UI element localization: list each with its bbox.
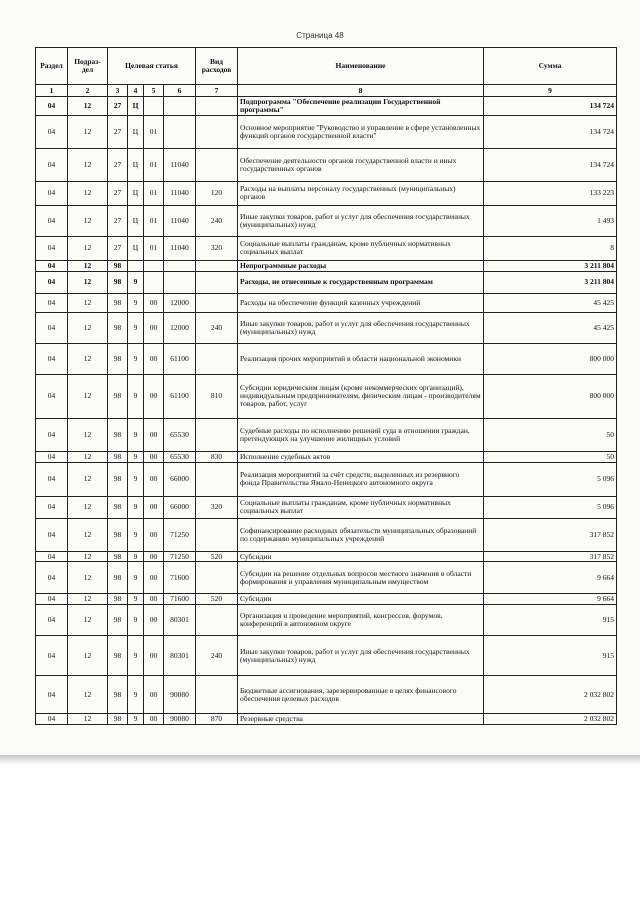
- header-summa: Сумма: [484, 48, 617, 85]
- cell-razdel: 04: [36, 562, 68, 594]
- cell-razdel: 04: [36, 236, 68, 260]
- cell-podrazdel: 12: [68, 676, 108, 714]
- column-number: 3: [108, 85, 128, 97]
- column-number: 5: [144, 85, 164, 97]
- cell-vid-rashodov: [196, 518, 238, 551]
- cell-celevaya-3: 01: [144, 205, 164, 236]
- cell-summa: 9 664: [484, 594, 617, 605]
- cell-podrazdel: 12: [68, 496, 108, 518]
- cell-celevaya-4: 80301: [164, 605, 196, 636]
- header-celevaya-statya: Целевая статья: [108, 48, 196, 85]
- cell-celevaya-3: 00: [144, 551, 164, 562]
- cell-celevaya-1: 98: [108, 594, 128, 605]
- cell-celevaya-1: 98: [108, 518, 128, 551]
- cell-celevaya-4: 90080: [164, 714, 196, 725]
- cell-naimenovanie: Иные закупки товаров, работ и услуг для обеспечения государственных (муниципальных) нужд: [238, 205, 484, 236]
- cell-naimenovanie: Обеспечение деятельности органов государственной власти и иных государственных органов: [238, 148, 484, 181]
- cell-celevaya-3: [144, 271, 164, 293]
- cell-naimenovanie: Организация и проведение мероприятий, конгрессов, форумов, конференций в автономном округе: [238, 605, 484, 636]
- cell-razdel: 04: [36, 148, 68, 181]
- table-row: [36, 148, 617, 181]
- cell-celevaya-4: 12000: [164, 312, 196, 343]
- table-row: [36, 518, 617, 551]
- cell-celevaya-2: Ц: [128, 148, 144, 181]
- cell-podrazdel: 12: [68, 205, 108, 236]
- cell-summa: 800 000: [484, 343, 617, 374]
- cell-razdel: 04: [36, 97, 68, 116]
- cell-celevaya-3: 00: [144, 496, 164, 518]
- cell-celevaya-4: 66000: [164, 496, 196, 518]
- header-naimenovanie: Наименование: [238, 48, 484, 85]
- cell-celevaya-1: 98: [108, 562, 128, 594]
- cell-naimenovanie: Субсидии юридическим лицам (кроме некоммерческих организаций), индивидуальным предпринимателям, физическим лицам - производителям товаров, работ, услуг: [238, 374, 484, 418]
- cell-razdel: 04: [36, 605, 68, 636]
- table-header-row: [36, 48, 617, 85]
- cell-celevaya-2: Ц: [128, 181, 144, 205]
- cell-podrazdel: 12: [68, 451, 108, 462]
- cell-naimenovanie: Социальные выплаты гражданам, кроме публичных нормативных социальных выплат: [238, 236, 484, 260]
- cell-naimenovanie: Субсидии на решение отдельных вопросов местного значения в области формирования и управления муниципальным имуществом: [238, 562, 484, 594]
- table-row: [36, 562, 617, 594]
- cell-razdel: 04: [36, 636, 68, 676]
- cell-vid-rashodov: 240: [196, 636, 238, 676]
- cell-celevaya-1: 27: [108, 148, 128, 181]
- table-body: [36, 97, 617, 725]
- cell-summa: 800 000: [484, 374, 617, 418]
- cell-vid-rashodov: 120: [196, 181, 238, 205]
- cell-celevaya-4: 61100: [164, 374, 196, 418]
- cell-celevaya-3: 00: [144, 605, 164, 636]
- cell-celevaya-2: Ц: [128, 205, 144, 236]
- cell-naimenovanie: Иные закупки товаров, работ и услуг для обеспечения государственных (муниципальных) нужд: [238, 312, 484, 343]
- cell-celevaya-1: 98: [108, 260, 128, 271]
- cell-razdel: 04: [36, 271, 68, 293]
- cell-summa: 3 211 804: [484, 260, 617, 271]
- cell-vid-rashodov: [196, 115, 238, 148]
- table-row: [36, 293, 617, 312]
- cell-podrazdel: 12: [68, 518, 108, 551]
- cell-vid-rashodov: [196, 462, 238, 496]
- cell-razdel: 04: [36, 260, 68, 271]
- column-number: 7: [196, 85, 238, 97]
- table-row: [36, 236, 617, 260]
- cell-celevaya-3: 00: [144, 418, 164, 451]
- cell-celevaya-3: 00: [144, 343, 164, 374]
- cell-summa: 45 425: [484, 293, 617, 312]
- table-row: [36, 551, 617, 562]
- header-vid-rashodov: Вид расходов: [196, 48, 238, 85]
- cell-celevaya-2: 9: [128, 594, 144, 605]
- cell-summa: 2 032 802: [484, 714, 617, 725]
- cell-celevaya-2: 9: [128, 374, 144, 418]
- cell-celevaya-4: 65530: [164, 418, 196, 451]
- cell-celevaya-1: 98: [108, 676, 128, 714]
- cell-summa: 1 493: [484, 205, 617, 236]
- cell-celevaya-2: 9: [128, 418, 144, 451]
- cell-naimenovanie: Резервные средства: [238, 714, 484, 725]
- cell-podrazdel: 12: [68, 148, 108, 181]
- cell-summa: 2 032 802: [484, 676, 617, 714]
- cell-summa: 5 096: [484, 496, 617, 518]
- cell-celevaya-4: 71600: [164, 594, 196, 605]
- cell-celevaya-2: Ц: [128, 236, 144, 260]
- cell-razdel: 04: [36, 343, 68, 374]
- cell-podrazdel: 12: [68, 312, 108, 343]
- cell-summa: 134 724: [484, 148, 617, 181]
- cell-summa: 8: [484, 236, 617, 260]
- column-number: 2: [68, 85, 108, 97]
- cell-podrazdel: 12: [68, 260, 108, 271]
- cell-celevaya-1: 27: [108, 115, 128, 148]
- cell-podrazdel: 12: [68, 374, 108, 418]
- cell-vid-rashodov: 830: [196, 451, 238, 462]
- table-row: [36, 260, 617, 271]
- cell-celevaya-3: 00: [144, 518, 164, 551]
- cell-celevaya-2: 9: [128, 551, 144, 562]
- table-row: [36, 97, 617, 116]
- column-number: 6: [164, 85, 196, 97]
- cell-celevaya-3: [144, 260, 164, 271]
- cell-celevaya-2: 9: [128, 271, 144, 293]
- cell-summa: 5 096: [484, 462, 617, 496]
- cell-summa: 50: [484, 418, 617, 451]
- cell-podrazdel: 12: [68, 551, 108, 562]
- cell-celevaya-3: 00: [144, 293, 164, 312]
- table-row: [36, 636, 617, 676]
- cell-naimenovanie: Субсидии: [238, 594, 484, 605]
- cell-celevaya-2: 9: [128, 293, 144, 312]
- cell-razdel: 04: [36, 451, 68, 462]
- cell-celevaya-1: 27: [108, 97, 128, 116]
- cell-vid-rashodov: 240: [196, 205, 238, 236]
- cell-naimenovanie: Субсидии: [238, 551, 484, 562]
- cell-celevaya-2: Ц: [128, 97, 144, 116]
- table-row: [36, 594, 617, 605]
- cell-celevaya-2: 9: [128, 312, 144, 343]
- cell-vid-rashodov: [196, 260, 238, 271]
- table-row: [36, 374, 617, 418]
- cell-podrazdel: 12: [68, 418, 108, 451]
- table-row: [36, 205, 617, 236]
- cell-vid-rashodov: 320: [196, 236, 238, 260]
- cell-celevaya-4: [164, 260, 196, 271]
- cell-celevaya-4: 71600: [164, 562, 196, 594]
- cell-naimenovanie: Реализация мероприятий за счёт средств, выделенных из резервного фонда Правительства Ямало-Ненецкого автономного округа: [238, 462, 484, 496]
- table-row: [36, 462, 617, 496]
- cell-celevaya-4: 71250: [164, 551, 196, 562]
- cell-celevaya-3: 00: [144, 676, 164, 714]
- cell-celevaya-2: 9: [128, 636, 144, 676]
- cell-naimenovanie: Расходы, не отнесенные к государственным программам: [238, 271, 484, 293]
- table-row: [36, 312, 617, 343]
- table-row: [36, 418, 617, 451]
- cell-razdel: 04: [36, 312, 68, 343]
- cell-razdel: 04: [36, 418, 68, 451]
- cell-podrazdel: 12: [68, 271, 108, 293]
- cell-razdel: 04: [36, 115, 68, 148]
- page-number-label: Страница 48: [296, 31, 344, 40]
- cell-vid-rashodov: 810: [196, 374, 238, 418]
- cell-celevaya-4: [164, 115, 196, 148]
- cell-celevaya-3: 01: [144, 236, 164, 260]
- cell-naimenovanie: Реализация прочих мероприятий в области национальной экономики: [238, 343, 484, 374]
- cell-vid-rashodov: [196, 148, 238, 181]
- column-number: 8: [238, 85, 484, 97]
- table-row: [36, 676, 617, 714]
- budget-table: [35, 47, 617, 725]
- cell-podrazdel: 12: [68, 594, 108, 605]
- cell-celevaya-2: 9: [128, 496, 144, 518]
- table-row: [36, 451, 617, 462]
- cell-vid-rashodov: [196, 97, 238, 116]
- cell-celevaya-4: 11040: [164, 236, 196, 260]
- cell-celevaya-1: 98: [108, 551, 128, 562]
- cell-celevaya-2: [128, 260, 144, 271]
- scan-edge: [0, 755, 640, 765]
- cell-podrazdel: 12: [68, 462, 108, 496]
- cell-celevaya-4: 12000: [164, 293, 196, 312]
- cell-razdel: 04: [36, 293, 68, 312]
- cell-naimenovanie: Бюджетные ассигнования, зарезервированные в целях финансового обеспечения целевых расходов: [238, 676, 484, 714]
- cell-celevaya-1: 98: [108, 714, 128, 725]
- cell-celevaya-2: Ц: [128, 115, 144, 148]
- cell-naimenovanie: Судебные расходы по исполнению решений суда в отношении граждан, претендующих на улучшение жилищных условий: [238, 418, 484, 451]
- cell-podrazdel: 12: [68, 181, 108, 205]
- cell-celevaya-3: 01: [144, 148, 164, 181]
- cell-celevaya-3: 00: [144, 594, 164, 605]
- cell-celevaya-1: 98: [108, 496, 128, 518]
- cell-celevaya-4: 90080: [164, 676, 196, 714]
- cell-summa: 45 425: [484, 312, 617, 343]
- cell-razdel: 04: [36, 496, 68, 518]
- cell-celevaya-4: 11040: [164, 181, 196, 205]
- cell-summa: 317 852: [484, 551, 617, 562]
- cell-vid-rashodov: [196, 418, 238, 451]
- cell-vid-rashodov: 520: [196, 594, 238, 605]
- cell-podrazdel: 12: [68, 293, 108, 312]
- cell-razdel: 04: [36, 676, 68, 714]
- cell-celevaya-1: 27: [108, 205, 128, 236]
- cell-summa: 50: [484, 451, 617, 462]
- cell-vid-rashodov: [196, 605, 238, 636]
- cell-razdel: 04: [36, 551, 68, 562]
- table-row: [36, 496, 617, 518]
- cell-razdel: 04: [36, 205, 68, 236]
- cell-celevaya-4: 80301: [164, 636, 196, 676]
- cell-celevaya-3: 00: [144, 374, 164, 418]
- cell-celevaya-3: 01: [144, 115, 164, 148]
- cell-celevaya-3: 00: [144, 462, 164, 496]
- cell-vid-rashodov: 320: [196, 496, 238, 518]
- column-number: 1: [36, 85, 68, 97]
- cell-celevaya-1: 98: [108, 636, 128, 676]
- cell-celevaya-4: 11040: [164, 205, 196, 236]
- cell-vid-rashodov: [196, 343, 238, 374]
- cell-summa: 9 664: [484, 562, 617, 594]
- cell-summa: 133 223: [484, 181, 617, 205]
- table-row: [36, 343, 617, 374]
- cell-celevaya-1: 98: [108, 605, 128, 636]
- cell-celevaya-2: 9: [128, 605, 144, 636]
- cell-podrazdel: 12: [68, 343, 108, 374]
- table-row: [36, 181, 617, 205]
- cell-celevaya-1: 98: [108, 451, 128, 462]
- table-row: [36, 714, 617, 725]
- header-podrazdel: Подраз- дел: [68, 48, 108, 85]
- cell-celevaya-1: 98: [108, 293, 128, 312]
- cell-podrazdel: 12: [68, 115, 108, 148]
- cell-razdel: 04: [36, 181, 68, 205]
- table-row: [36, 115, 617, 148]
- column-number: 9: [484, 85, 617, 97]
- cell-razdel: 04: [36, 518, 68, 551]
- column-number-row: [36, 85, 617, 97]
- cell-summa: 317 852: [484, 518, 617, 551]
- cell-summa: 915: [484, 636, 617, 676]
- cell-celevaya-1: 27: [108, 236, 128, 260]
- cell-summa: 915: [484, 605, 617, 636]
- cell-celevaya-3: 00: [144, 714, 164, 725]
- cell-naimenovanie: Расходы на выплаты персоналу государственных (муниципальных) органов: [238, 181, 484, 205]
- cell-celevaya-4: 71250: [164, 518, 196, 551]
- cell-razdel: 04: [36, 714, 68, 725]
- cell-celevaya-4: 65530: [164, 451, 196, 462]
- cell-celevaya-1: 98: [108, 418, 128, 451]
- cell-celevaya-1: 98: [108, 271, 128, 293]
- cell-podrazdel: 12: [68, 714, 108, 725]
- cell-celevaya-2: 9: [128, 714, 144, 725]
- cell-vid-rashodov: [196, 293, 238, 312]
- cell-podrazdel: 12: [68, 236, 108, 260]
- header-razdel: Раздел: [36, 48, 68, 85]
- cell-razdel: 04: [36, 462, 68, 496]
- cell-celevaya-3: 00: [144, 312, 164, 343]
- cell-razdel: 04: [36, 594, 68, 605]
- cell-celevaya-2: 9: [128, 676, 144, 714]
- cell-naimenovanie: Непрограммные расходы: [238, 260, 484, 271]
- cell-summa: 134 724: [484, 97, 617, 116]
- cell-podrazdel: 12: [68, 636, 108, 676]
- cell-naimenovanie: Основное мероприятие "Руководство и управление в сфере установленных функций органов государственной власти": [238, 115, 484, 148]
- cell-celevaya-1: 27: [108, 181, 128, 205]
- cell-podrazdel: 12: [68, 97, 108, 116]
- cell-naimenovanie: Исполнение судебных актов: [238, 451, 484, 462]
- cell-celevaya-4: 61100: [164, 343, 196, 374]
- cell-vid-rashodov: 520: [196, 551, 238, 562]
- cell-summa: 3 211 804: [484, 271, 617, 293]
- cell-celevaya-2: 9: [128, 462, 144, 496]
- cell-celevaya-4: 11040: [164, 148, 196, 181]
- cell-celevaya-4: [164, 271, 196, 293]
- cell-celevaya-3: 00: [144, 451, 164, 462]
- cell-naimenovanie: Социальные выплаты гражданам, кроме публичных нормативных социальных выплат: [238, 496, 484, 518]
- cell-naimenovanie: Подпрограмма "Обеспечение реализации Государственной программы": [238, 97, 484, 116]
- cell-celevaya-3: 00: [144, 562, 164, 594]
- cell-naimenovanie: Иные закупки товаров, работ и услуг для обеспечения государственных (муниципальных) нужд: [238, 636, 484, 676]
- cell-summa: 134 724: [484, 115, 617, 148]
- cell-celevaya-3: 01: [144, 181, 164, 205]
- cell-celevaya-1: 98: [108, 374, 128, 418]
- table-row: [36, 605, 617, 636]
- cell-celevaya-2: 9: [128, 343, 144, 374]
- table-row: [36, 271, 617, 293]
- cell-vid-rashodov: [196, 562, 238, 594]
- cell-naimenovanie: Софинансирование расходных обязательств муниципальных образований по содержанию муниципальных учреждений: [238, 518, 484, 551]
- cell-vid-rashodov: 870: [196, 714, 238, 725]
- cell-celevaya-2: 9: [128, 562, 144, 594]
- cell-celevaya-1: 98: [108, 343, 128, 374]
- cell-celevaya-1: 98: [108, 462, 128, 496]
- cell-podrazdel: 12: [68, 605, 108, 636]
- cell-celevaya-2: 9: [128, 518, 144, 551]
- cell-vid-rashodov: 240: [196, 312, 238, 343]
- cell-podrazdel: 12: [68, 562, 108, 594]
- cell-vid-rashodov: [196, 271, 238, 293]
- cell-razdel: 04: [36, 374, 68, 418]
- cell-vid-rashodov: [196, 676, 238, 714]
- column-number: 4: [128, 85, 144, 97]
- cell-celevaya-4: [164, 97, 196, 116]
- cell-celevaya-3: 00: [144, 636, 164, 676]
- cell-celevaya-4: 66000: [164, 462, 196, 496]
- cell-celevaya-1: 98: [108, 312, 128, 343]
- cell-naimenovanie: Расходы на обеспечение функций казенных учреждений: [238, 293, 484, 312]
- cell-celevaya-2: 9: [128, 451, 144, 462]
- cell-celevaya-3: [144, 97, 164, 116]
